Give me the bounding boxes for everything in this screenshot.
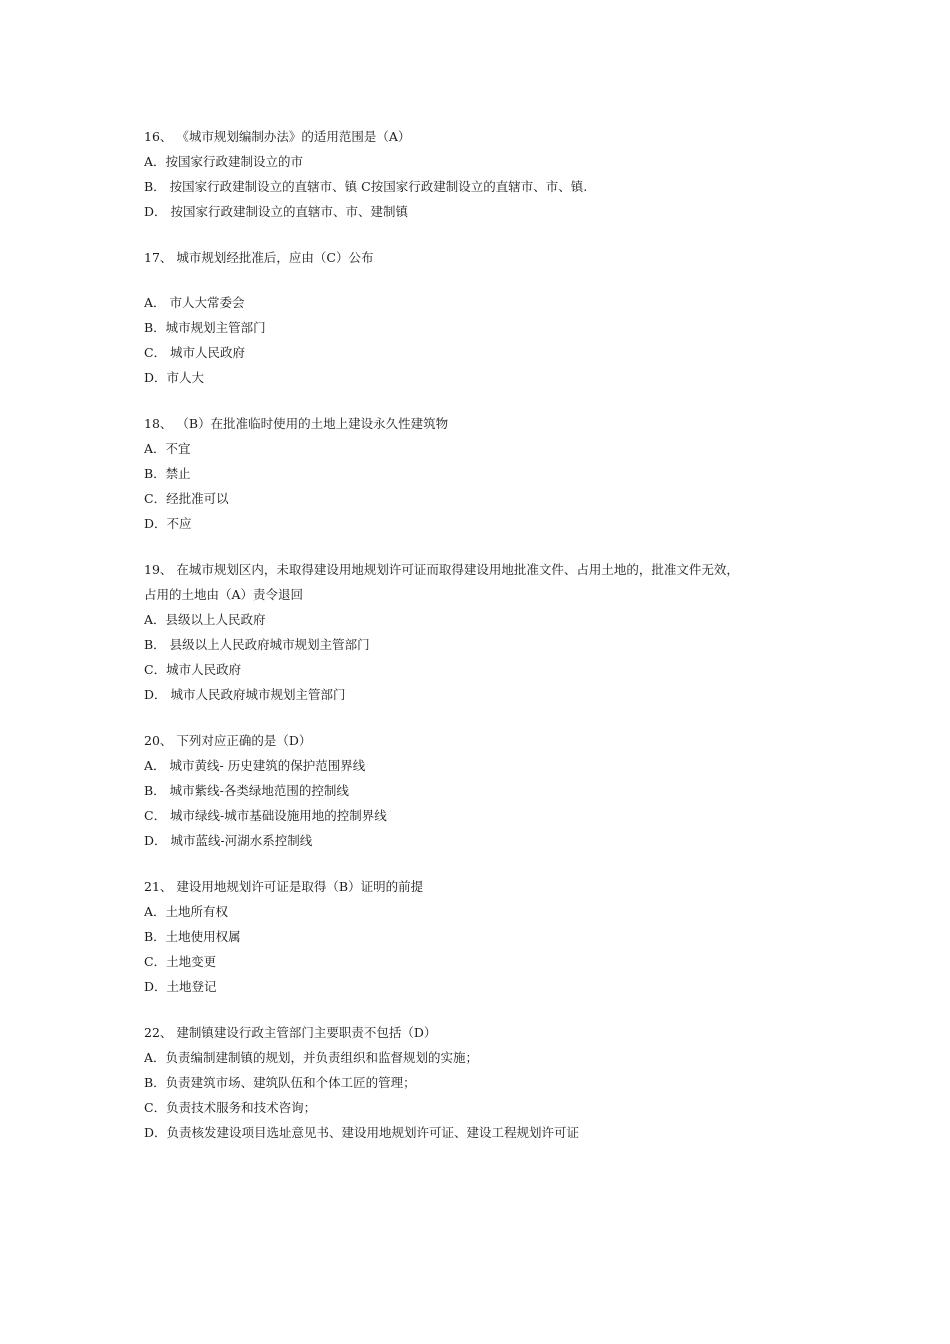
question-18	[144, 411, 834, 536]
question-stem: 16、 《城市规划编制办法》的适用范围是（A）	[144, 129, 411, 144]
question-stem: 22、 建制镇建设行政主管部门主要职责不包括（D）	[144, 1025, 437, 1040]
option-c: C． 城市绿线-城市基础设施用地的控制界线	[144, 808, 387, 823]
option-d: D． 按国家行政建制设立的直辖市、市、建制镇	[144, 204, 408, 219]
option-a: A． 城市黄线- 历史建筑的保护范围界线	[144, 758, 366, 773]
option-d: D．负责核发建设项目选址意见书、建设用地规划许可证、建设工程规划许可证	[144, 1125, 580, 1140]
option-b: B．土地使用权属	[144, 929, 241, 944]
option-c: C．负责技术服务和技术咨询；	[144, 1100, 317, 1115]
option-c: C．城市人民政府	[144, 662, 242, 677]
question-17	[144, 245, 834, 390]
document-page	[144, 124, 834, 1166]
question-stem: 20、 下列对应正确的是（D）	[144, 733, 312, 748]
option-c: C．土地变更	[144, 954, 217, 969]
option-d: D．市人大	[144, 370, 205, 385]
option-a: A． 市人大常委会	[144, 295, 245, 310]
option-c: C． 城市人民政府	[144, 345, 246, 360]
question-16	[144, 124, 834, 224]
question-stem-line-2: 占用的土地由（A）责令退回	[144, 587, 304, 602]
question-19	[144, 557, 834, 707]
option-b: B． 县级以上人民政府城市规划主管部门	[144, 637, 370, 652]
option-d: D．不应	[144, 516, 192, 531]
option-b: B．负责建筑市场、建筑队伍和个体工匠的管理；	[144, 1075, 416, 1090]
question-20	[144, 728, 834, 853]
option-a: A．不宜	[144, 441, 191, 456]
option-d: D． 城市人民政府城市规划主管部门	[144, 687, 346, 702]
option-b: B．禁止	[144, 466, 191, 481]
question-21	[144, 874, 834, 999]
question-stem-line-1: 19、 在城市规划区内，未取得建设用地规划许可证而取得建设用地批准文件、占用土地的，批准文件无效，	[144, 562, 739, 577]
option-d: D． 城市蓝线-河湖水系控制线	[144, 833, 313, 848]
option-c: C．经批准可以	[144, 491, 229, 506]
question-22	[144, 1020, 834, 1145]
option-b-c: B． 按国家行政建制设立的直辖市、镇 C按国家行政建制设立的直辖市、市、镇.	[144, 179, 588, 194]
question-stem: 21、 建设用地规划许可证是取得（B）证明的前提	[144, 879, 424, 894]
option-a: A．县级以上人民政府	[144, 612, 266, 627]
option-b: B．城市规划主管部门	[144, 320, 266, 335]
option-a: A．按国家行政建制设立的市	[144, 154, 304, 169]
option-a: A．负责编制建制镇的规划，并负责组织和监督规划的实施；	[144, 1050, 479, 1065]
option-b: B． 城市紫线-各类绿地范围的控制线	[144, 783, 349, 798]
question-stem: 18、 （B）在批准临时使用的土地上建设永久性建筑物	[144, 416, 449, 431]
option-d: D．土地登记	[144, 979, 217, 994]
question-stem: 17、 城市规划经批准后，应由（C）公布	[144, 250, 374, 265]
option-a: A．土地所有权	[144, 904, 229, 919]
